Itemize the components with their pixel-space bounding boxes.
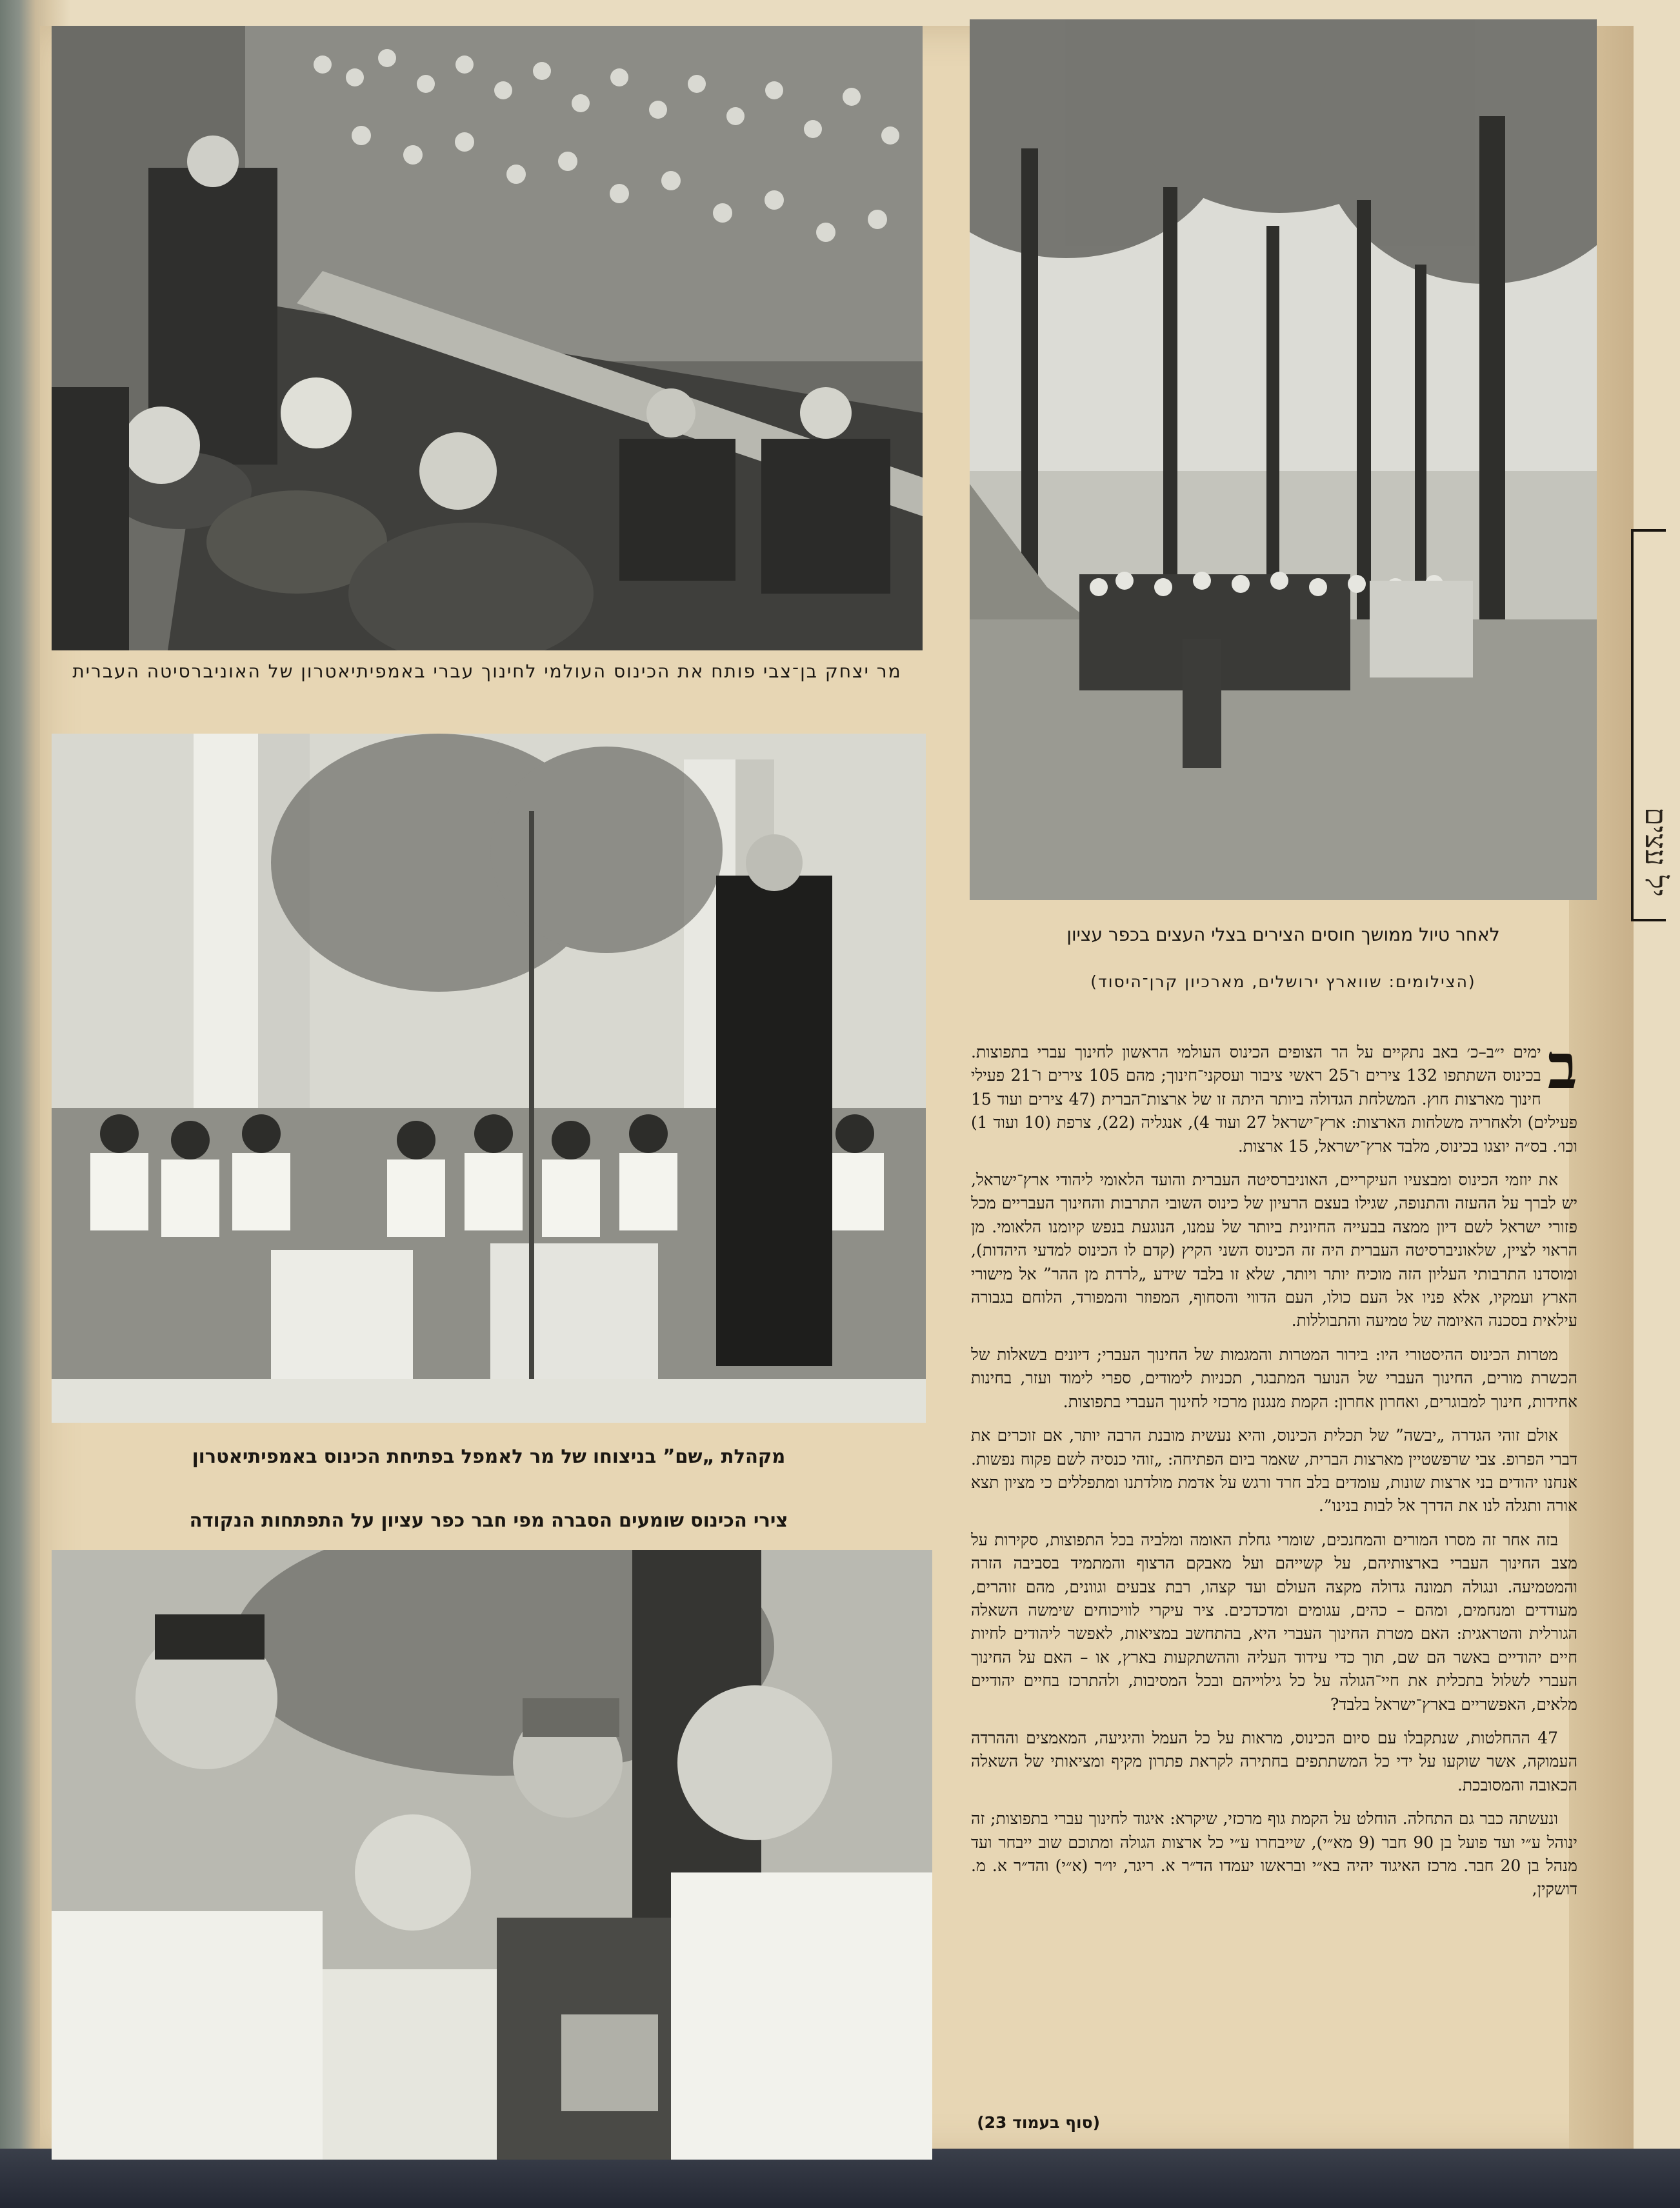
caption-top-left: מר יצחק בן־צבי פותח את הכינוס העולמי לחינוך עברי באמפיתיאטרון של האוניברסיטה העברית <box>72 661 902 682</box>
next-page-cut-text: יל עצים <box>1639 807 1674 897</box>
paragraph-1-text: ימים י״ב–כ׳ באב נתקיים על הר הצופים הכינוס העולמי הראשון לחינוך עברי בתפוצות. בכינוס השתתפו 132 צירים ו־25 ראשי ציבור ועסקני־חינוך; מהם 105 צירים ו־21 פעילי חינוך מארצות חוץ. המשלחת הגדולה ביותר היתה זו של ארצות־הברית (47 צירים ועוד 15 פעילים) ולאחריה משלחות הארצות: ארץ־ישראל 27 ועוד 4), אנגליה (22), צרפת (10 ועוד 1) וכו׳. בס״ה יוצגו בכינוס, מלבד ארץ־ישראל, 15 ארצות. <box>971 1043 1577 1156</box>
article-paragraph-3: מטרות הכינוס ההיסטורי היו: בירור המטרות והמגמות של החינוך העברי; דיונים בשאלות של הכשרת מורים, החינוך העברי של הנוער המתבגר, תכניות לימודים, ספרי לימוד ועזר, בחינות אחידות, חינוך למבוגרים, ואחרון אחרון: הקמת מנגנון מרכזי לחינוך העברי בתפוצות. <box>971 1345 1577 1411</box>
photo-kfar-etzion-trees <box>970 19 1597 900</box>
article-paragraph-2: את יוזמי הכינוס ומבצעיו העיקריים, האוניברסיטה העברית והועד הלאומי ליהודי ארץ־ישראל, יש לברך על ההעזה והתנופה, שגילו בעצם הרעיון של כינוס השובי התרבות והחינוך העבריים מכל פזורי ישראל לשם דיון ממצה בבעייה החיונית ביותר של עמנו, הנוגעת בנפש קיומנו הלאומי. מן הראוי לציין, שלאוניברסיטה העברית היה זה הכינוס השני הקיץ (קדם לו הכינוס למדעי היהדות), ומוסדנו התרבותי העליון הזה מוכיח יותר ויותר, שלא זו בלבד שידע „לרדת מן ההר” אל מישורי הארץ ועמקיו, אלא פניו אל העם כולו, העם הדווי והסחוף, המפוזר והמפורד, הלוחם בגבורה עילאית בסכנה האיומה של טמיעה והתבוללות. <box>971 1170 1577 1330</box>
next-page-frame <box>1631 529 1666 921</box>
photo-opening-amphitheater <box>52 26 923 650</box>
drop-cap: ב <box>1547 1041 1577 1103</box>
photo-delegates-kfar-etzion <box>52 1550 932 2160</box>
photo-choir-shem <box>52 734 926 1423</box>
article-paragraph-6: 47 ההחלטות, שנתקבלו עם סיום הכינוס, מראות על כל העמל והיגיעה, המאמצים וההרדה העמוקה, אשר שוקעו על ידי כל המשתתפים בחתירה לקראת פתרון מקיף ומציאותי של השאלה הכאובה והמסובכת. <box>971 1728 1577 1794</box>
article-paragraph-7: ונעשתה כבר גם התחלה. הוחלט על הקמת גוף מרכזי, שיקרא: איגוד לחינוך עברי בתפוצות; זה ינוהל ע״י ועד פועל בן 90 חבר (9 מא״י), שייבחרו ע״י כל ארצות הגולה ומתוכם שוב ייבחר ועד מנהל בן 20 חבר. מרכז האיגוד יהיה בא״י ובראשו יעמדו הד״ר א. ריגר, יו״ר (א״י) והד״ר א. מ. דושקין, <box>971 1809 1577 1899</box>
caption-bottom-left: צירי הכינוס שומעים הסברה מפי חבר כפר עציון על התפתחות הנקודה <box>189 1509 788 1531</box>
caption-middle-left: מקהלת „שם” בניצוחו של מר לאמפל בפתיחת הכינוס באמפיתיאטרון <box>192 1445 786 1467</box>
article-body <box>971 1041 1577 2112</box>
caption-top-right: לאחר טיול ממושך חוסים הצירים בצלי העצים בכפר עציון <box>1066 924 1500 945</box>
article-paragraph-1 <box>971 1041 1577 1158</box>
continued-note: (סוף בעמוד 23) <box>977 2113 1100 2132</box>
photo-credits: (הצילומים: שווארץ ירושלים, מארכיון קרן־היסוד) <box>1090 972 1476 991</box>
article-paragraph-5: בזה אחר זה מסרו המורים והמחנכים, שומרי גחלת האומה ומלביה בכל התפוצות, סקירות על מצב החינוך העברי בארצותיהם, על קשייהם ועל מאבקם הרצוף והמתמיד בסביבה הזרה והמטמיעה. ונגולה תמונה גדולה מקצה העולם ועד קצהו, רבת צבעים וגוונים, מהם זוהרים, מעודדים ומנחמים, ומהם – כהים, עגומים ומדכדכים. ציר עיקרי לוויכוחים שימשה השאלה הגורלית והטראגית: האם מטרת החינוך העברי היא, בהתחשב במציאות, לאפשר ליהודים לחיות חיים יהודיים באשר הם שם, תוך כדי עידוד העליה וההשתקעות בארץ, או – האם על החינוך העברי לשלול בתכלית את חיי־הגולה על כל גילוייהם ובכל המסיבות, ולהתרכז בחיים יהודיים מלאים, האפשריים בארץ־ישראל בלבד? <box>971 1530 1577 1714</box>
article-paragraph-4: אולם זוהי הגדרה „יבשה” של תכלית הכינוס, והיא נעשית מובנת הרבה יותר, אם זוכרים את דברי הפרופ. צבי שרפשטיין מארצות הברית, שאמר ביום הפתיחה: „זוהי כנסיה לשם פקוח נפשות. אנחנו יהודים בני ארצות שונות, עומדים בלב חרד ורגש על אדמת מולדתנו ומתפללים כי מציון תצא אורה ותגלה לנו את הדרך אל לבות בנינו”. <box>971 1426 1577 1516</box>
